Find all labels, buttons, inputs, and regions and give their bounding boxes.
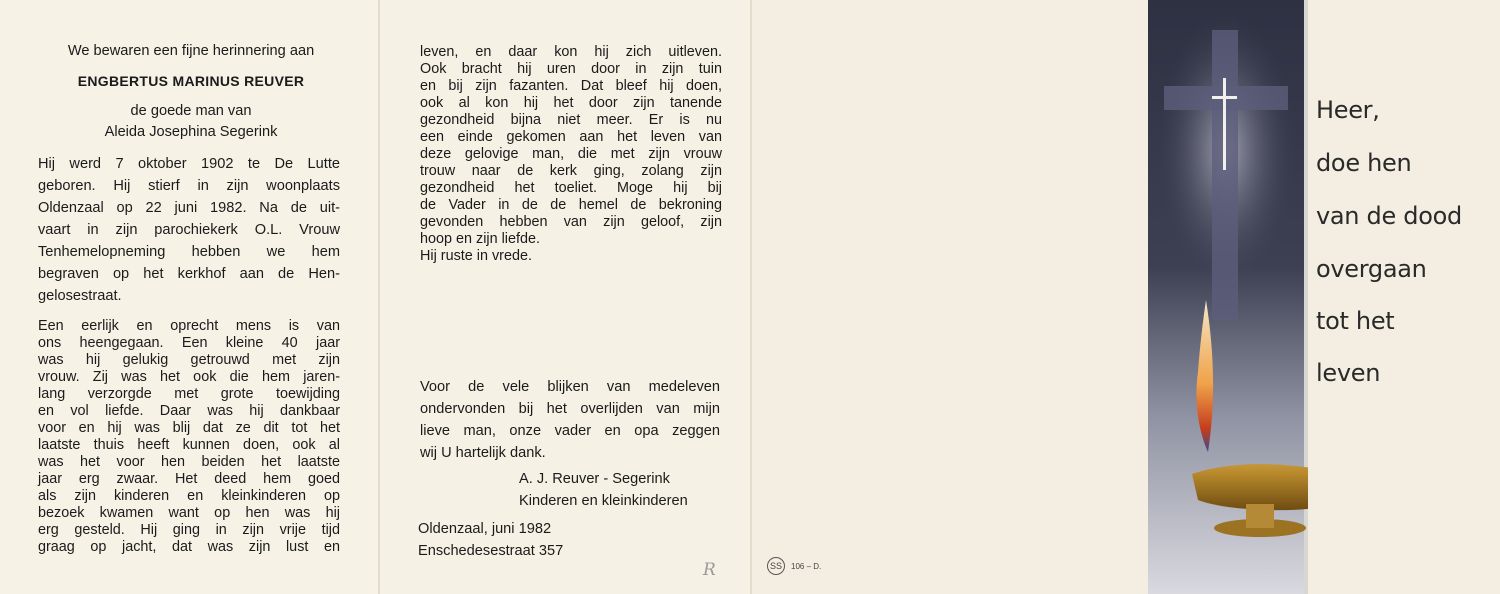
deceased-name: ENGBERTUS MARINUS REUVER <box>77 73 305 89</box>
text-line: Ook bracht hij uren door in zijn tuin <box>420 61 722 77</box>
text-line: graag op jacht, dat was zijn lust en <box>38 539 340 555</box>
text-line: erg gesteld. Hij ging in zijn vrije tijd <box>38 522 340 538</box>
text-line: Voor de vele blijken van medeleven <box>420 379 720 395</box>
text-line: de Vader in de de hemel de bekroning <box>420 197 722 213</box>
cross-shadow-vertical <box>1212 30 1238 320</box>
text-line: leven, en daar kon hij zich uitleven. <box>420 44 722 60</box>
text-line: vaart in zijn parochiekerk O.L. Vrouw <box>38 222 340 238</box>
poem-line: Heer, <box>1316 96 1380 124</box>
text-line: jaar erg zwaar. Het deed hem goed <box>38 471 340 487</box>
thanks-paragraph <box>420 376 720 464</box>
text-line: begraven op het kerkhof aan de Hen- <box>38 266 340 282</box>
address: Enschedesestraat 357 <box>418 543 564 559</box>
cross-bar <box>1212 96 1237 99</box>
intro-line: We bewaren een fijne herinnering aan <box>67 43 315 59</box>
poem-line: van de dood <box>1316 202 1462 230</box>
text-line: ons heengegaan. Een kleine 40 jaar <box>38 335 340 351</box>
text-line: gezondheid het toeliet. Moge hij bij <box>420 180 722 196</box>
place-date: Oldenzaal, juni 1982 <box>418 521 552 537</box>
text-line: ook al kon hij het door zijn tanende <box>420 95 722 111</box>
text-line: Oldenzaal op 22 juni 1982. Na de uit- <box>38 200 340 216</box>
text-line: laatste thuis heeft kunnen doen, ook al <box>38 437 340 453</box>
cross-icon <box>1223 78 1226 170</box>
text-line: vrouw. Zij was het ook die hem jaren- <box>38 369 340 385</box>
poem-line: overgaan <box>1316 255 1427 283</box>
text-line: gezondheid bijna niet meer. Er is nu <box>420 112 722 128</box>
text-line: Een eerlijk en oprecht mens is van <box>38 318 340 334</box>
text-line: bezoek kwamen want op hen was hij <box>38 505 340 521</box>
text-line: Tenhemelopneming hebben we hem <box>38 244 340 260</box>
text-line: gevonden hebben van zijn geloof, zijn <box>420 214 722 230</box>
text-line: lang verzorgde met grote toewijding <box>38 386 340 402</box>
publisher-logo-icon: SS <box>767 557 785 575</box>
right-panel <box>752 0 1500 594</box>
poem-line: tot het <box>1316 307 1395 335</box>
biography-paragraph <box>38 153 340 307</box>
text-line: een einde gekomen aan het leven van <box>420 129 722 145</box>
lamp-stem <box>1246 504 1274 528</box>
text-line: en vol liefde. Daar was hij dankbaar <box>38 403 340 419</box>
biography-continued <box>420 44 722 265</box>
text-line: was hij gelukig getrouwd met zijn <box>38 352 340 368</box>
text-line: geboren. Hij stierf in zijn woonplaats <box>38 178 340 194</box>
left-panel <box>0 0 378 594</box>
pencil-mark: R <box>703 560 716 580</box>
character-paragraph <box>38 318 340 556</box>
text-line: Hij werd 7 oktober 1902 te De Lutte <box>38 156 340 172</box>
spouse-line-1: de goede man van <box>130 103 252 119</box>
text-line: ondervonden bij het overlijden van mijn <box>420 401 720 417</box>
text-line: en bij zijn fazanten. Dat bleef hij doen, <box>420 78 722 94</box>
text-line: hoop en zijn liefde. <box>420 231 541 247</box>
middle-panel <box>380 0 750 594</box>
poem-line: leven <box>1316 359 1381 387</box>
print-code: 106 – D. <box>791 561 822 571</box>
text-line: was het voor hen beiden het laatste <box>38 454 340 470</box>
text-line: als zijn kinderen en kleinkinderen op <box>38 488 340 504</box>
rest-in-peace-line: Hij ruste in vrede. <box>420 248 532 264</box>
spouse-line-2: Aleida Josephina Segerink <box>104 124 278 140</box>
poem-line: doe hen <box>1316 149 1412 177</box>
signature-family: A. J. Reuver - Segerink <box>519 471 670 487</box>
printer-mark <box>767 557 821 575</box>
text-line: deze gelovige man, die met zijn vrouw <box>420 146 722 162</box>
text-line: trouw naar de kerk ging, zolang zijn <box>420 163 722 179</box>
text-line: gelosestraat. <box>38 288 122 304</box>
text-line: voor en hij was blij dat ze dit tot het <box>38 420 340 436</box>
signature-children: Kinderen en kleinkinderen <box>519 493 688 509</box>
text-line: lieve man, onze vader en opa zeggen <box>420 423 720 439</box>
cross-lamp-illustration <box>1148 0 1308 594</box>
text-line: wij U hartelijk dank. <box>420 445 546 461</box>
